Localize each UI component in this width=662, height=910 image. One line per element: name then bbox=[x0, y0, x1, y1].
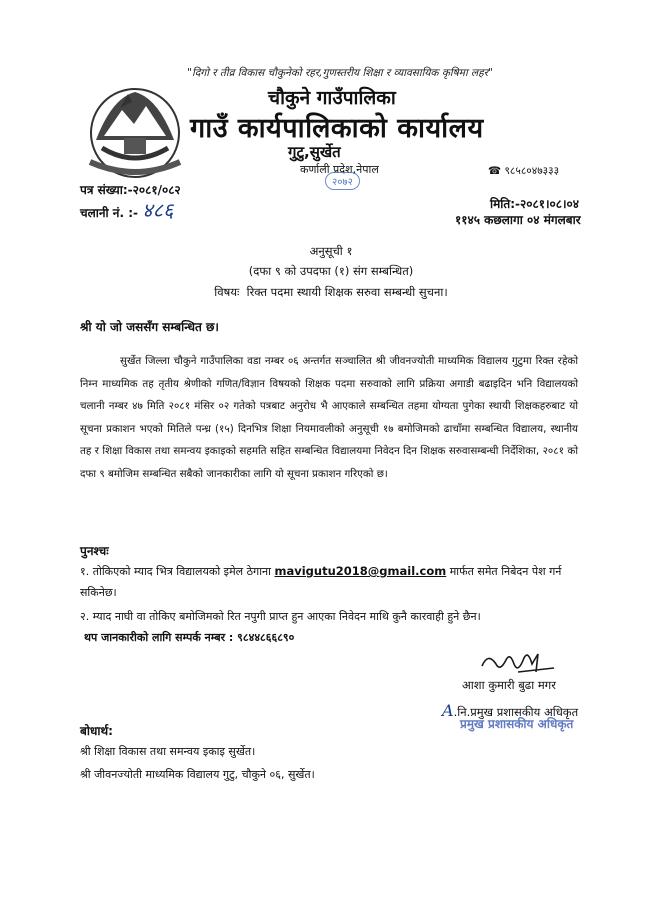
letter-date: मिति:-२०८१।०८।०४ bbox=[490, 197, 580, 211]
postscript-item-1: १. तोकिएको म्याद भित्र विद्यालयको इमेल ठेगाना mavigutu2018@gmail.com मार्फत समेत निबेदन पेश गर्न bbox=[80, 564, 562, 578]
nepal-emblem-icon bbox=[82, 78, 188, 184]
cc-item: श्री शिक्षा विकास तथा समन्वय इकाइ सुर्खेत। bbox=[80, 745, 256, 758]
phone-icon: ☎ bbox=[488, 165, 502, 177]
phone-number: ☎ ९८५८०४७३३३ bbox=[488, 165, 560, 177]
signatory-title: A.नि.प्रमुख प्रशासकीय अधिकृत bbox=[442, 701, 579, 720]
dispatch-number: चलानी नं. :- ४८६ bbox=[80, 198, 174, 222]
signatory-seal: प्रमुख प्रशासकीय अधिकृत bbox=[460, 717, 574, 731]
subject-line: विषयः रिक्त पदमा स्थायी शिक्षक सरुवा सम्बन्धी सुचना। bbox=[214, 285, 448, 299]
school-email-link[interactable]: mavigutu2018@gmail.com bbox=[274, 564, 447, 578]
cc-label: बोधार्थ: bbox=[80, 724, 113, 738]
letter-date-alt: ११४५ कछलागा ०४ मंगलबार bbox=[455, 213, 581, 227]
office-stamp: २०७२ bbox=[325, 172, 360, 190]
notice-body: सुर्खेत जिल्ला चौकुने गाउँपालिका वडा नम्बर ०६ अन्तर्गत सञ्चालित श्री जीवनज्योती माध्यमिक विद्यालय गुटुमा रिक्त रहेको निम्न माध्यमिक तह तृतीय श्रेणीको गणित/विज्ञान विषयको शिक्षक पदमा सरुवाको लागि प्रक्रिया अगाडी बढाइदिन भनि विद्यालयको चलानी नम्बर ४७ मिति २०८१ मंसिर ०२ गतेको पत्रबाट अनुरोध भै आएकाले सम्बन्धित तहमा योग्यता पुगेका स्थायी शिक्षकहरुबाट यो सूचना प्रकाशन भएको मितिले पन्ध्र (१५) दिनभित्र शिक्षा नियमावलीको अनुसूची १७ बमोजिमको ढाचाँमा सम्बन्धित विद्यालय, स्थानीय तह र शिक्षा विकास तथा समन्वय इकाइको सहमति सहित सम्बन्धित विद्यालयमा निवेदन दिन शिक्षक सरुवासम्बन्धी निर्देशिका, २०८१ को दफा ९ बमोजिम सम्बन्धित सबैको जानकारीका लागि यो सूचना प्रकाशन गरिएको छ। bbox=[80, 355, 578, 480]
municipality-name: चौकुने गाउँपालिका bbox=[268, 87, 396, 109]
salutation: श्री यो जो जससँग सम्बन्धित छ। bbox=[80, 320, 219, 334]
postscript-label: पुनश्चः bbox=[80, 544, 109, 558]
cc-item: श्री जीवनज्योती माध्यमिक विद्यालय गुटु, चौकुने ०६, सुर्खेत। bbox=[80, 768, 315, 781]
province: कर्णाली प्रदेश,नेपाल bbox=[300, 163, 379, 176]
contact-number: थप जानकारीको लागि सम्पर्क नम्बर : ९८४४८६६८९० bbox=[84, 631, 295, 644]
office-name: गाउँ कार्यपालिकाको कार्यालय bbox=[190, 113, 484, 144]
letter-number: पत्र संख्या:-२०८१/०८२ bbox=[80, 183, 181, 197]
motto: "दिगो र तीव्र विकास चौकुनेको रहर,गुणस्तरीय शिक्षा र व्यावसायिक कृषिमा लहर" bbox=[187, 67, 493, 79]
signature-icon bbox=[478, 644, 558, 680]
schedule-title: अनुसूची १ bbox=[309, 244, 353, 258]
postscript-item-2: २. म्याद नाघी वा तोकिए बमोजिमको रित नपुगी प्राप्त हुन आएका निवेदन माथि कुनै कारवाही हुने छैन। bbox=[80, 610, 481, 623]
office-location: गुटु,सुर्खेत bbox=[288, 143, 341, 161]
signatory-name: आशा कुमारी बुढा मगर bbox=[462, 678, 556, 692]
clause-reference: (दफा ९ को उपदफा (१) संग सम्बन्धित) bbox=[248, 264, 414, 278]
postscript-item-1-cont: सकिनेछ। bbox=[80, 586, 117, 599]
